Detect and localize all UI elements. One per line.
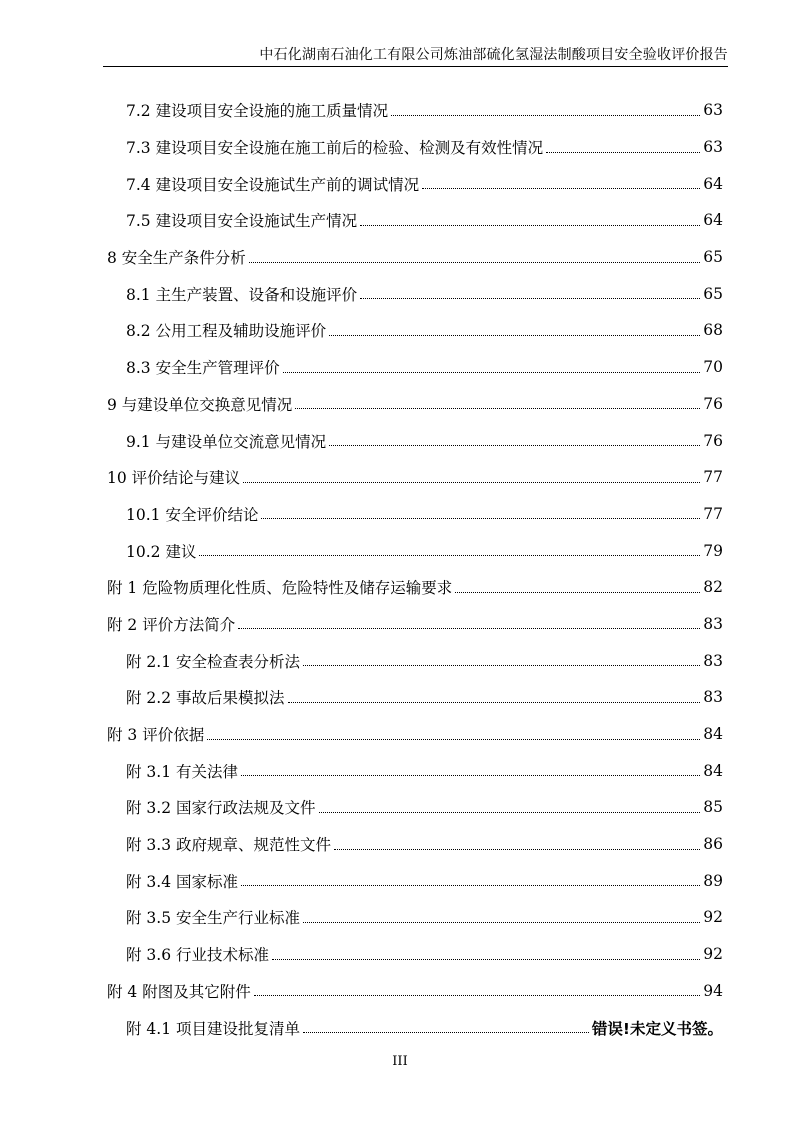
toc-entry[interactable] (107, 752, 723, 789)
table-of-contents (107, 92, 723, 1046)
toc-entry-title: 9 与建设单位交换意见情况 (107, 395, 293, 414)
toc-dot-leader (261, 518, 700, 519)
toc-dot-leader (360, 225, 700, 226)
toc-entry-title: 8.3 安全生产管理评价 (126, 359, 280, 378)
toc-dot-leader (288, 702, 701, 703)
toc-entry[interactable] (107, 496, 723, 533)
toc-entry-page: 65 (703, 248, 723, 267)
toc-entry-title: 7.5 建设项目安全设施试生产情况 (126, 212, 358, 231)
page-number: III (392, 1054, 408, 1069)
toc-entry-page: 84 (703, 725, 723, 744)
toc-entry-title: 附 4 附图及其它附件 (107, 982, 251, 1001)
toc-entry[interactable] (107, 165, 723, 202)
toc-entry-title: 7.4 建设项目安全设施试生产前的调试情况 (126, 175, 420, 194)
toc-entry[interactable] (107, 386, 723, 423)
toc-dot-leader (422, 188, 700, 189)
toc-entry[interactable] (107, 789, 723, 826)
toc-dot-leader (391, 115, 700, 116)
toc-entry-error-text: 错误!未定义书签。 (591, 1019, 723, 1038)
toc-dot-leader (455, 592, 700, 593)
toc-dot-leader (546, 152, 700, 153)
toc-entry-page: 68 (703, 321, 723, 340)
toc-entry-page: 77 (703, 504, 723, 523)
toc-entry-page: 77 (703, 468, 723, 487)
toc-entry[interactable] (107, 606, 723, 643)
toc-entry[interactable] (107, 459, 723, 496)
toc-entry[interactable] (107, 532, 723, 569)
header-rule (103, 66, 728, 67)
toc-dot-leader (360, 298, 700, 299)
toc-entry-title: 附 3.5 安全生产行业标准 (126, 909, 301, 928)
toc-entry-title: 附 1 危险物质理化性质、危险特性及储存运输要求 (107, 579, 453, 598)
toc-dot-leader (334, 849, 700, 850)
toc-entry[interactable] (107, 239, 723, 276)
toc-dot-leader (303, 665, 700, 666)
toc-entry-page: 64 (703, 174, 723, 193)
toc-entry-page: 85 (703, 798, 723, 817)
toc-entry-page: 63 (703, 138, 723, 157)
toc-entry[interactable] (107, 899, 723, 936)
toc-dot-leader (241, 775, 700, 776)
toc-entry-title: 附 3.4 国家标准 (126, 872, 239, 891)
toc-entry[interactable] (107, 312, 723, 349)
toc-entry-title: 附 3.2 国家行政法规及文件 (126, 799, 316, 818)
toc-dot-leader (241, 885, 700, 886)
toc-entry-page: 76 (703, 431, 723, 450)
toc-dot-leader (319, 812, 701, 813)
toc-entry-title: 8 安全生产条件分析 (107, 249, 246, 268)
toc-entry-page: 92 (703, 945, 723, 964)
toc-entry-page: 70 (703, 358, 723, 377)
toc-dot-leader (303, 1032, 589, 1033)
toc-entry-title: 附 3.1 有关法律 (126, 762, 239, 781)
toc-dot-leader (238, 628, 700, 629)
toc-entry-title: 9.1 与建设单位交流意见情况 (126, 432, 327, 451)
toc-entry-title: 附 3 评价依据 (107, 726, 205, 745)
toc-dot-leader (272, 959, 700, 960)
toc-entry-title: 10.2 建议 (126, 542, 197, 561)
toc-entry[interactable] (107, 569, 723, 606)
toc-entry-page: 83 (703, 688, 723, 707)
toc-entry-title: 附 2.2 事故后果模拟法 (126, 689, 285, 708)
toc-entry-page: 76 (703, 394, 723, 413)
toc-dot-leader (303, 922, 700, 923)
toc-dot-leader (199, 555, 700, 556)
toc-entry[interactable] (107, 202, 723, 239)
toc-entry-title: 附 3.3 政府规章、规范性文件 (126, 836, 332, 855)
toc-entry-page: 83 (703, 614, 723, 633)
toc-entry[interactable] (107, 422, 723, 459)
toc-entry-title: 附 2.1 安全检查表分析法 (126, 652, 301, 671)
toc-dot-leader (243, 482, 700, 483)
toc-entry-title: 附 3.6 行业技术标准 (126, 946, 270, 965)
toc-dot-leader (207, 739, 700, 740)
toc-dot-leader (283, 372, 701, 373)
toc-entry-title: 附 2 评价方法简介 (107, 615, 236, 634)
toc-entry[interactable] (107, 642, 723, 679)
toc-entry-page: 64 (703, 211, 723, 230)
toc-entry[interactable] (107, 275, 723, 312)
toc-entry-page: 94 (703, 981, 723, 1000)
toc-dot-leader (249, 262, 700, 263)
toc-entry[interactable] (107, 1009, 723, 1046)
toc-entry[interactable] (107, 349, 723, 386)
toc-entry-title: 7.2 建设项目安全设施的施工质量情况 (126, 102, 389, 121)
toc-entry-title: 7.3 建设项目安全设施在施工前后的检验、检测及有效性情况 (126, 139, 544, 158)
toc-entry-title: 10 评价结论与建议 (107, 469, 241, 488)
toc-entry[interactable] (107, 936, 723, 973)
toc-entry[interactable] (107, 716, 723, 753)
toc-entry-title: 10.1 安全评价结论 (126, 505, 259, 524)
toc-entry-page: 84 (703, 761, 723, 780)
toc-entry-page: 79 (703, 541, 723, 560)
toc-entry[interactable] (107, 129, 723, 166)
toc-entry-page: 65 (703, 284, 723, 303)
toc-dot-leader (329, 445, 700, 446)
toc-entry[interactable] (107, 826, 723, 863)
toc-entry[interactable] (107, 679, 723, 716)
toc-entry-title: 8.1 主生产装置、设备和设施评价 (126, 285, 358, 304)
toc-entry-title: 8.2 公用工程及辅助设施评价 (126, 322, 327, 341)
toc-entry-page: 92 (703, 908, 723, 927)
toc-entry[interactable] (107, 92, 723, 129)
toc-dot-leader (329, 335, 700, 336)
toc-entry-page: 89 (703, 871, 723, 890)
toc-dot-leader (254, 995, 701, 996)
toc-entry-page: 63 (703, 101, 723, 120)
toc-entry[interactable] (107, 973, 723, 1010)
toc-entry-page: 83 (703, 651, 723, 670)
toc-entry-page: 82 (703, 578, 723, 597)
toc-dot-leader (295, 408, 700, 409)
toc-entry-title: 附 4.1 项目建设批复清单 (126, 1019, 301, 1038)
toc-entry-page: 86 (703, 835, 723, 854)
page-header-title: 中石化湖南石油化工有限公司炼油部硫化氢湿法制酸项目安全验收评价报告 (259, 47, 728, 63)
toc-entry[interactable] (107, 862, 723, 899)
